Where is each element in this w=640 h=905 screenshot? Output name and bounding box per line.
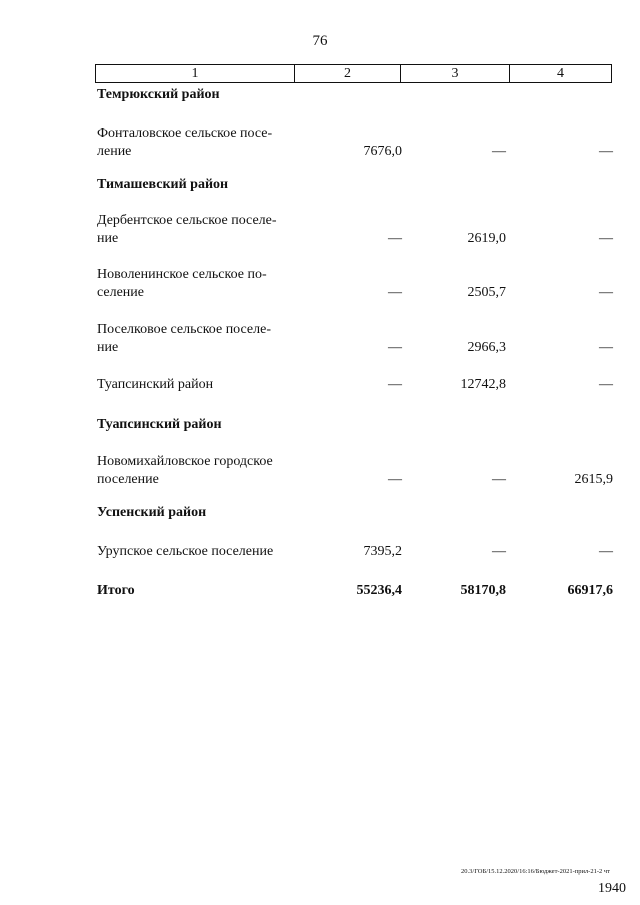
cell-col-3: 12742,8 (460, 377, 506, 392)
document-code: 20.3/ГОБ/15.12.2020/16:16/Бюджет-2021-прил-21-2 чт (461, 868, 610, 875)
header-col-4: 4 (509, 65, 611, 82)
row-name-line: Дербентское сельское поселе- (97, 213, 277, 228)
cell-col-4: — (599, 544, 613, 559)
district-heading: Тимашевский район (97, 177, 229, 192)
cell-col-3: — (492, 144, 506, 159)
row-name-line: поселение (97, 472, 159, 487)
row-name-line: Поселковое сельское поселе- (97, 322, 271, 337)
cell-col-4: 2615,9 (574, 472, 613, 487)
sheet-number: 1940 (598, 881, 626, 896)
cell-col-4: — (599, 377, 613, 392)
cell-col-2: — (388, 231, 402, 246)
row-name-line: ние (97, 231, 119, 246)
cell-col-2: — (388, 377, 402, 392)
cell-col-3: — (492, 472, 506, 487)
cell-col-4: — (599, 231, 613, 246)
total-col-2: 55236,4 (356, 583, 402, 598)
header-col-2: 2 (294, 65, 400, 82)
row-name-line: Новоленинское сельское по- (97, 267, 267, 282)
cell-col-2: — (388, 340, 402, 355)
table-header (95, 64, 612, 83)
cell-col-3: — (492, 544, 506, 559)
total-label: Итого (97, 583, 135, 598)
row-name-line: селение (97, 285, 144, 300)
header-col-1: 1 (191, 66, 199, 81)
row-name-line: ние (97, 340, 119, 355)
district-heading: Успенский район (97, 505, 207, 520)
cell-col-4: — (599, 144, 613, 159)
district-heading: Темрюкский район (97, 87, 220, 102)
cell-col-4: — (599, 285, 613, 300)
cell-col-3: 2505,7 (467, 285, 506, 300)
page-number: 76 (312, 33, 328, 49)
cell-col-4: — (599, 340, 613, 355)
cell-col-2: — (388, 472, 402, 487)
row-name-line: Туапсинский район (97, 377, 214, 392)
district-heading: Туапсинский район (97, 417, 222, 432)
cell-col-3: 2966,3 (467, 340, 506, 355)
row-name-line: Фонталовское сельское посе- (97, 126, 273, 141)
total-col-3: 58170,8 (460, 583, 506, 598)
cell-col-2: — (388, 285, 402, 300)
row-name-line: ление (97, 144, 132, 159)
cell-col-2: 7676,0 (363, 144, 402, 159)
header-col-3: 3 (400, 65, 509, 82)
cell-col-3: 2619,0 (467, 231, 506, 246)
row-name-line: Урупское сельское поселение (97, 544, 274, 559)
row-name-line: Новомихайловское городское (97, 454, 273, 469)
total-col-4: 66917,6 (567, 583, 613, 598)
cell-col-2: 7395,2 (363, 544, 402, 559)
